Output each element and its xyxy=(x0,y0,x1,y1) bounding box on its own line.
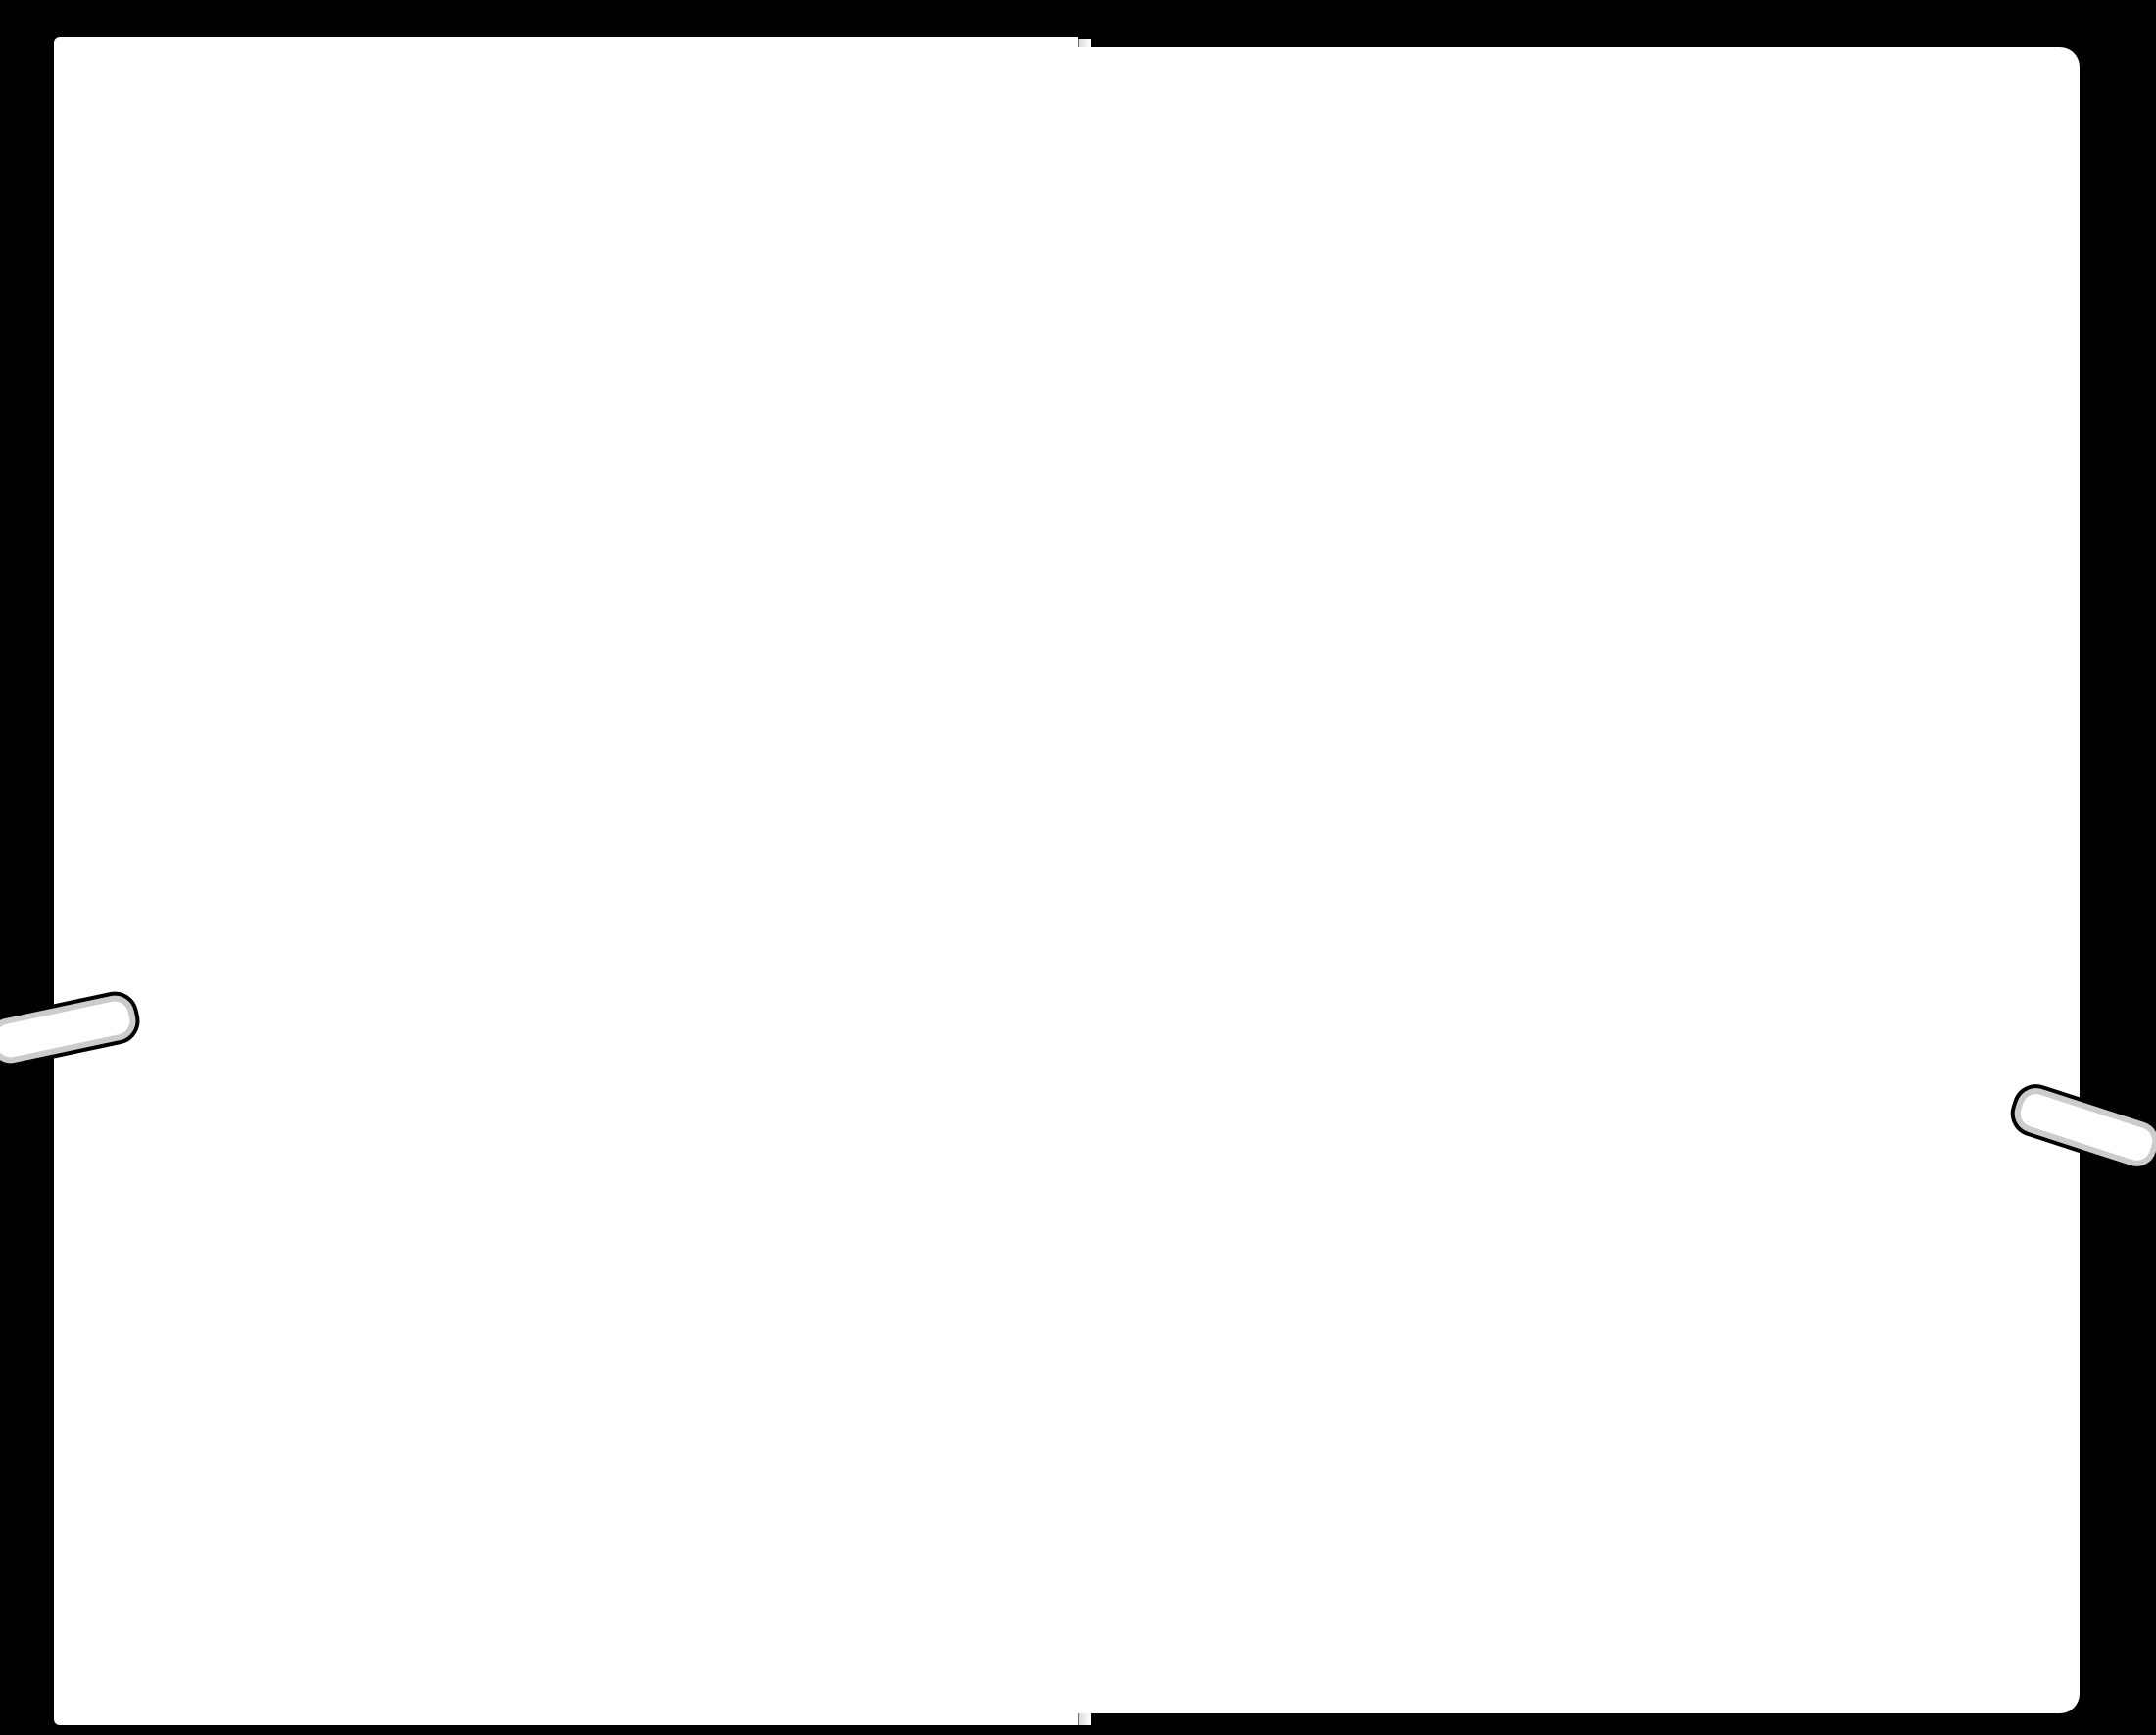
left-page-grid xyxy=(54,37,1078,1725)
right-page-grid xyxy=(1078,47,2080,1713)
right-page xyxy=(1078,47,2080,1713)
left-page xyxy=(54,37,1078,1725)
